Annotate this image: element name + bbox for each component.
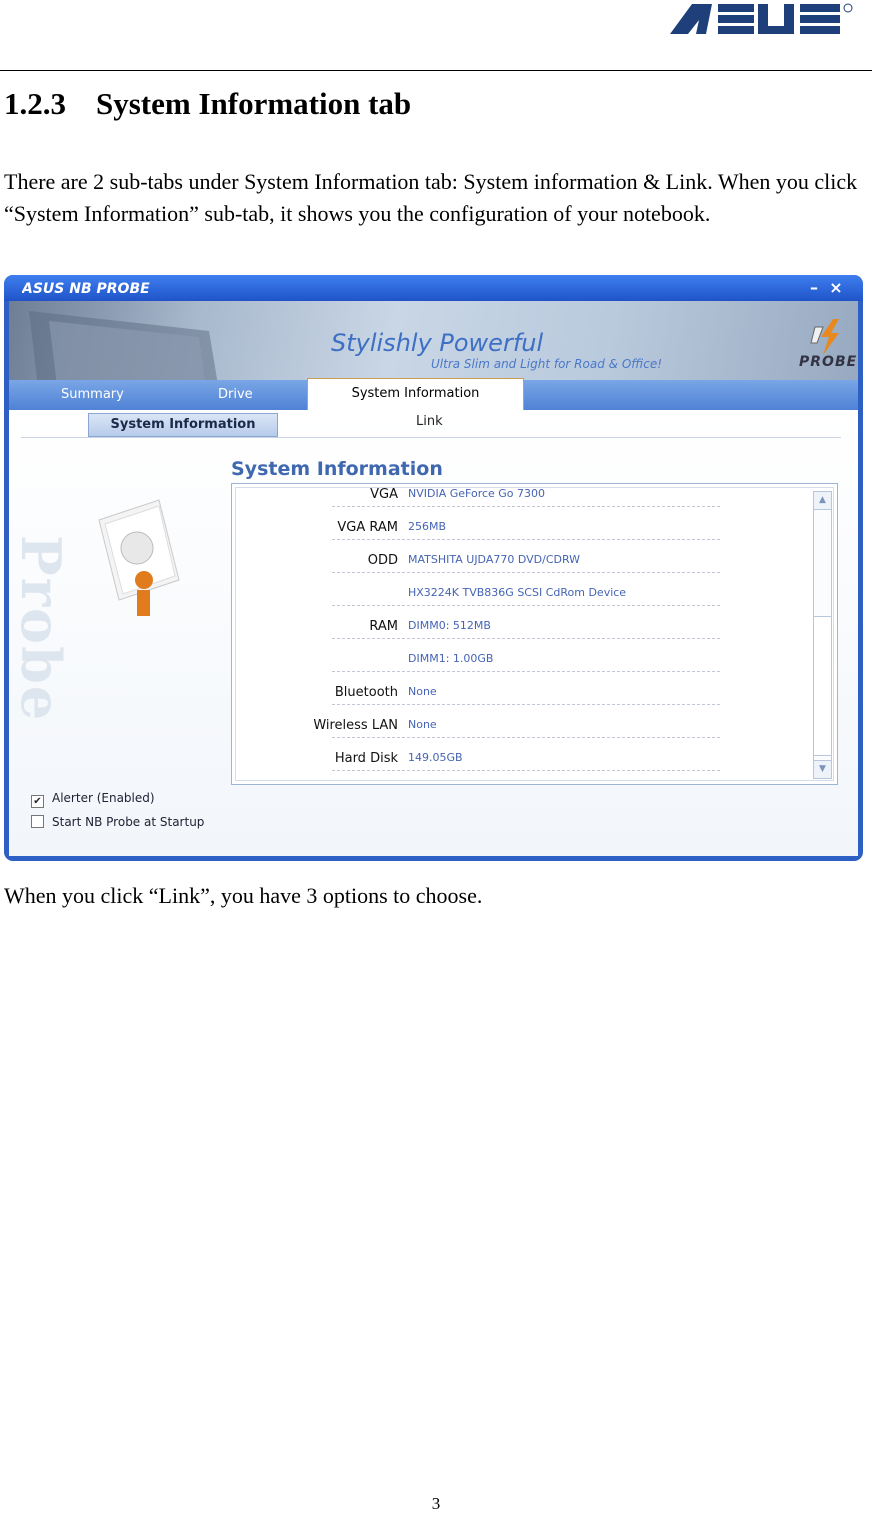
info-row-bluetooth	[236, 672, 716, 705]
header-rule	[0, 70, 872, 71]
info-row-ram	[236, 606, 716, 639]
info-row-ram-2	[236, 639, 716, 672]
section-title: System Information tab	[96, 86, 412, 121]
info-row-odd-2	[236, 573, 716, 606]
info-label: Hard Disk	[334, 751, 398, 766]
section-number: 1.2.3	[4, 86, 66, 121]
app-title-text: ASUS NB PROBE	[22, 281, 150, 297]
info-value: 149.05GB	[408, 751, 463, 764]
info-label: RAM	[369, 619, 398, 634]
tab-summary[interactable]: Summary	[61, 387, 124, 402]
info-label: ODD	[367, 553, 398, 568]
info-value: 256MB	[408, 520, 447, 533]
banner-slogan: Stylishly Powerful	[331, 329, 544, 357]
info-row-odd	[236, 540, 716, 573]
subtab-divider	[21, 437, 841, 438]
system-info-icon	[89, 490, 189, 620]
info-label: Bluetooth	[334, 685, 398, 700]
page-number: 3	[431, 1494, 441, 1513]
info-label: VGA	[370, 487, 398, 502]
main-tab-bar	[9, 380, 858, 410]
app-title-logo	[22, 278, 192, 298]
info-row-vga	[236, 487, 716, 507]
probe-logo: PROBE	[799, 354, 858, 370]
vertical-scrollbar[interactable]	[813, 491, 832, 779]
section-heading-system-information: System Information	[231, 458, 443, 480]
system-info-panel	[231, 483, 838, 785]
info-value: MATSHITA UJDA770 DVD/CDRW	[408, 553, 581, 566]
info-value: NVIDIA GeForce Go 7300	[408, 487, 546, 500]
tab-system-information[interactable]: System Information	[307, 378, 524, 411]
close-button[interactable]: ×	[829, 278, 843, 297]
subtab-system-information[interactable]: System Information	[88, 413, 278, 437]
title-bar	[4, 275, 863, 301]
startup-checkbox[interactable]	[31, 815, 204, 829]
info-value: DIMM0: 512MB	[408, 619, 491, 632]
minimize-button[interactable]: –	[810, 278, 818, 297]
scroll-thumb[interactable]	[814, 616, 831, 756]
info-label: Wireless LAN	[313, 718, 398, 733]
startup-label: Start NB Probe at Startup	[52, 815, 205, 829]
info-row-wireless-lan	[236, 705, 716, 738]
tab-drive[interactable]: Drive	[218, 387, 253, 402]
info-value: DIMM1: 1.00GB	[408, 652, 494, 665]
info-value: HX3224K TVB836G SCSI CdRom Device	[408, 586, 627, 599]
info-value: None	[408, 685, 437, 698]
content-area: System Information Link Probe System Information VGA NVIDIA GeForce Go 7300 VGA RAM 256MB ODD MATSHITA UJDA770 DVD/CDRW HX3224K TVB836G SCSI CdRom Device RAM DIMM0: 512MB DIMM1: 1.00GB Bluetooth None Wireless LAN None Hard Disk 149.05GB ▲ ▼ ✔ Alerter (Enabled) Start NB Probe at Startup	[9, 410, 858, 856]
row-separator	[332, 770, 720, 771]
banner-subslogan: Ultra Slim and Light for Road & Office!	[431, 357, 663, 371]
intro-paragraph: There are 2 sub-tabs under System Information tab: System information & Link. When you click “System Information” sub-tab, it shows you the configuration of your notebook.	[4, 169, 858, 226]
checkbox-checked-icon[interactable]: ✔	[31, 795, 44, 808]
alerter-label: Alerter (Enabled)	[52, 791, 155, 805]
nb-probe-window	[4, 275, 863, 861]
info-label: VGA RAM	[337, 520, 398, 535]
scroll-down-icon[interactable]: ▼	[814, 760, 831, 778]
system-info-list	[235, 487, 834, 781]
lightning-icon	[809, 319, 849, 355]
alerter-checkbox[interactable]	[31, 791, 155, 808]
caption-paragraph: When you click “Link”, you have 3 options to choose.	[4, 883, 483, 908]
info-row-hard-disk	[236, 738, 716, 771]
scroll-up-icon[interactable]: ▲	[814, 492, 831, 510]
info-row-vga-ram	[236, 507, 716, 540]
info-value: None	[408, 718, 437, 731]
section-heading	[4, 86, 411, 122]
checkbox-unchecked-icon[interactable]	[31, 815, 44, 828]
subtab-link[interactable]: Link	[416, 414, 443, 429]
asus-logo	[666, 2, 856, 38]
